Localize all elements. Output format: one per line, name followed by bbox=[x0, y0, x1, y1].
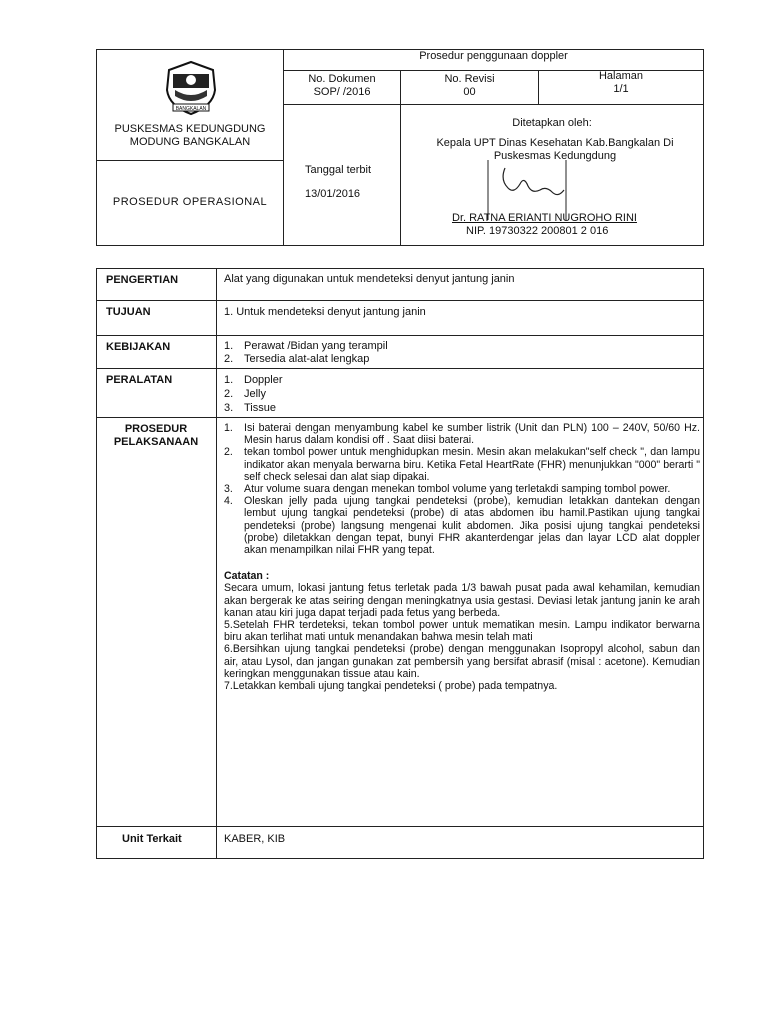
tujuan-item: 1. Untuk mendeteksi denyut jantung janin bbox=[224, 306, 426, 318]
peralatan-list bbox=[224, 373, 700, 415]
organization-name: PUSKESMAS KEDUNGDUNG MODUNG BANGKALAN bbox=[114, 123, 266, 148]
note-text: Secara umum, lokasi jantung fetus terletak pada 1/3 bawah pusat pada awal kehamilan, kemudian akan bergerak ke atas seiring dengan meningkatnya usia gestasi. Deviasi letak jantung janin ke arah kanan atau kiri juga dapat terjadi pada fetus yang berbeda. bbox=[224, 582, 700, 619]
kebijakan-list bbox=[224, 340, 700, 365]
peralatan-label: PERALATAN bbox=[106, 374, 173, 386]
prosedur-content bbox=[224, 422, 700, 692]
procedure-step: 1. Isi baterai dengan menyambung kabel ke sumber listrik (Unit dan PLN) 100 – 240V, 50/60 Hz. Mesin harus dalam kondisi off . Saat diisi baterai. bbox=[224, 422, 700, 447]
revision-value: 00 bbox=[463, 86, 476, 98]
issue-label: Tanggal terbit bbox=[305, 164, 372, 176]
issue-date: 13/01/2016 bbox=[305, 188, 361, 200]
list-item: 2. Jelly bbox=[224, 388, 267, 400]
unit-terkait-text: KABER, KIB bbox=[224, 833, 286, 845]
established-by: Ditetapkan oleh: bbox=[512, 117, 592, 129]
list-item: 2. Tersedia alat-alat lengkap bbox=[224, 352, 370, 365]
procedure-step: 4. Oleskan jelly pada ujung tangkai pendeteksi (probe), kemudian letakkan dantekan dengan lembut ujung tangkai pendeteksi (probe) di atas abdomen ibu hamil.Pastikan ujung tangkai pendeteksi (probe) langsung mengenai kulit abdomen. Jika posisi ujung tangkai pendeteksi (probe) diletakkan dengan tepat, bunyi FHR akanterdengar jelas dan layar LCD alat doppler akan menampilkan nilai FHR yang tepat. bbox=[224, 495, 700, 557]
pengertian-label: PENGERTIAN bbox=[106, 274, 179, 286]
revision-label: No. Revisi bbox=[444, 73, 495, 85]
signer-name: Dr. RATNA ERIANTI NUGROHO RINI bbox=[452, 212, 637, 224]
procedure-step: 6.Bersihkan ujung tangkai pendeteksi (probe) dengan menggunakan Isopropyl alcohol, sabun dan air, atau Lysol, dan jangan gunakan zat pembersih yang bersifat abrasif (misal : acetone). Kemudian keringkan menggunakan tissue atau kain. bbox=[224, 643, 700, 680]
list-item: 1. Doppler bbox=[224, 374, 283, 386]
signer-nip: NIP. 19730322 200801 2 016 bbox=[466, 225, 609, 237]
note-title: Catatan : bbox=[224, 570, 270, 583]
doc-no-value: SOP/ /2016 bbox=[313, 86, 371, 98]
document-title: Prosedur penggunaan doppler bbox=[419, 50, 568, 62]
logo-text: BANGKALAN bbox=[175, 106, 207, 112]
procedure-step: 7.Letakkan kembali ujung tangkai pendeteksi ( probe) pada tempatnya. bbox=[224, 680, 558, 693]
list-item: 3. Tissue bbox=[224, 402, 276, 414]
section-label: PROSEDUR OPERASIONAL bbox=[112, 196, 268, 208]
procedure-step: 5.Setelah FHR terdeteksi, tekan tombol power untuk mematikan mesin. Lampu indikator berwarna biru akan terlihat mati untuk menandakan bahwa mesin telah mati bbox=[224, 619, 700, 644]
doc-no-label: No. Dokumen bbox=[308, 73, 376, 85]
page-label: Halaman bbox=[598, 70, 644, 82]
head-title: Kepala UPT Dinas Kesehatan Kab.Bangkalan Di Puskesmas Kedungdung bbox=[436, 137, 674, 162]
prosedur-label: PROSEDUR PELAKSANAAN bbox=[113, 423, 199, 448]
kebijakan-label: KEBIJAKAN bbox=[106, 341, 171, 353]
unit-terkait-label: Unit Terkait bbox=[122, 833, 182, 845]
page-value: 1/1 bbox=[613, 83, 629, 95]
procedure-step: 2. tekan tombol power untuk menghidupkan mesin. Mesin akan melakukan"self check ", dan lampu indikator akan menyala berwarna biru. Ketika Fetal HeartRate (FHR) menunjukkan "000" berarti " self check selesai dan alat siap dipakai. bbox=[224, 446, 700, 483]
tujuan-label: TUJUAN bbox=[106, 306, 151, 318]
list-item: 1. Perawat /Bidan yang terampil bbox=[224, 340, 388, 352]
pengertian-text: Alat yang digunakan untuk mendeteksi denyut jantung janin bbox=[224, 273, 515, 285]
procedure-step: 3. Atur volume suara dengan menekan tombol volume yang terletakdi samping tombol power. bbox=[224, 483, 671, 496]
